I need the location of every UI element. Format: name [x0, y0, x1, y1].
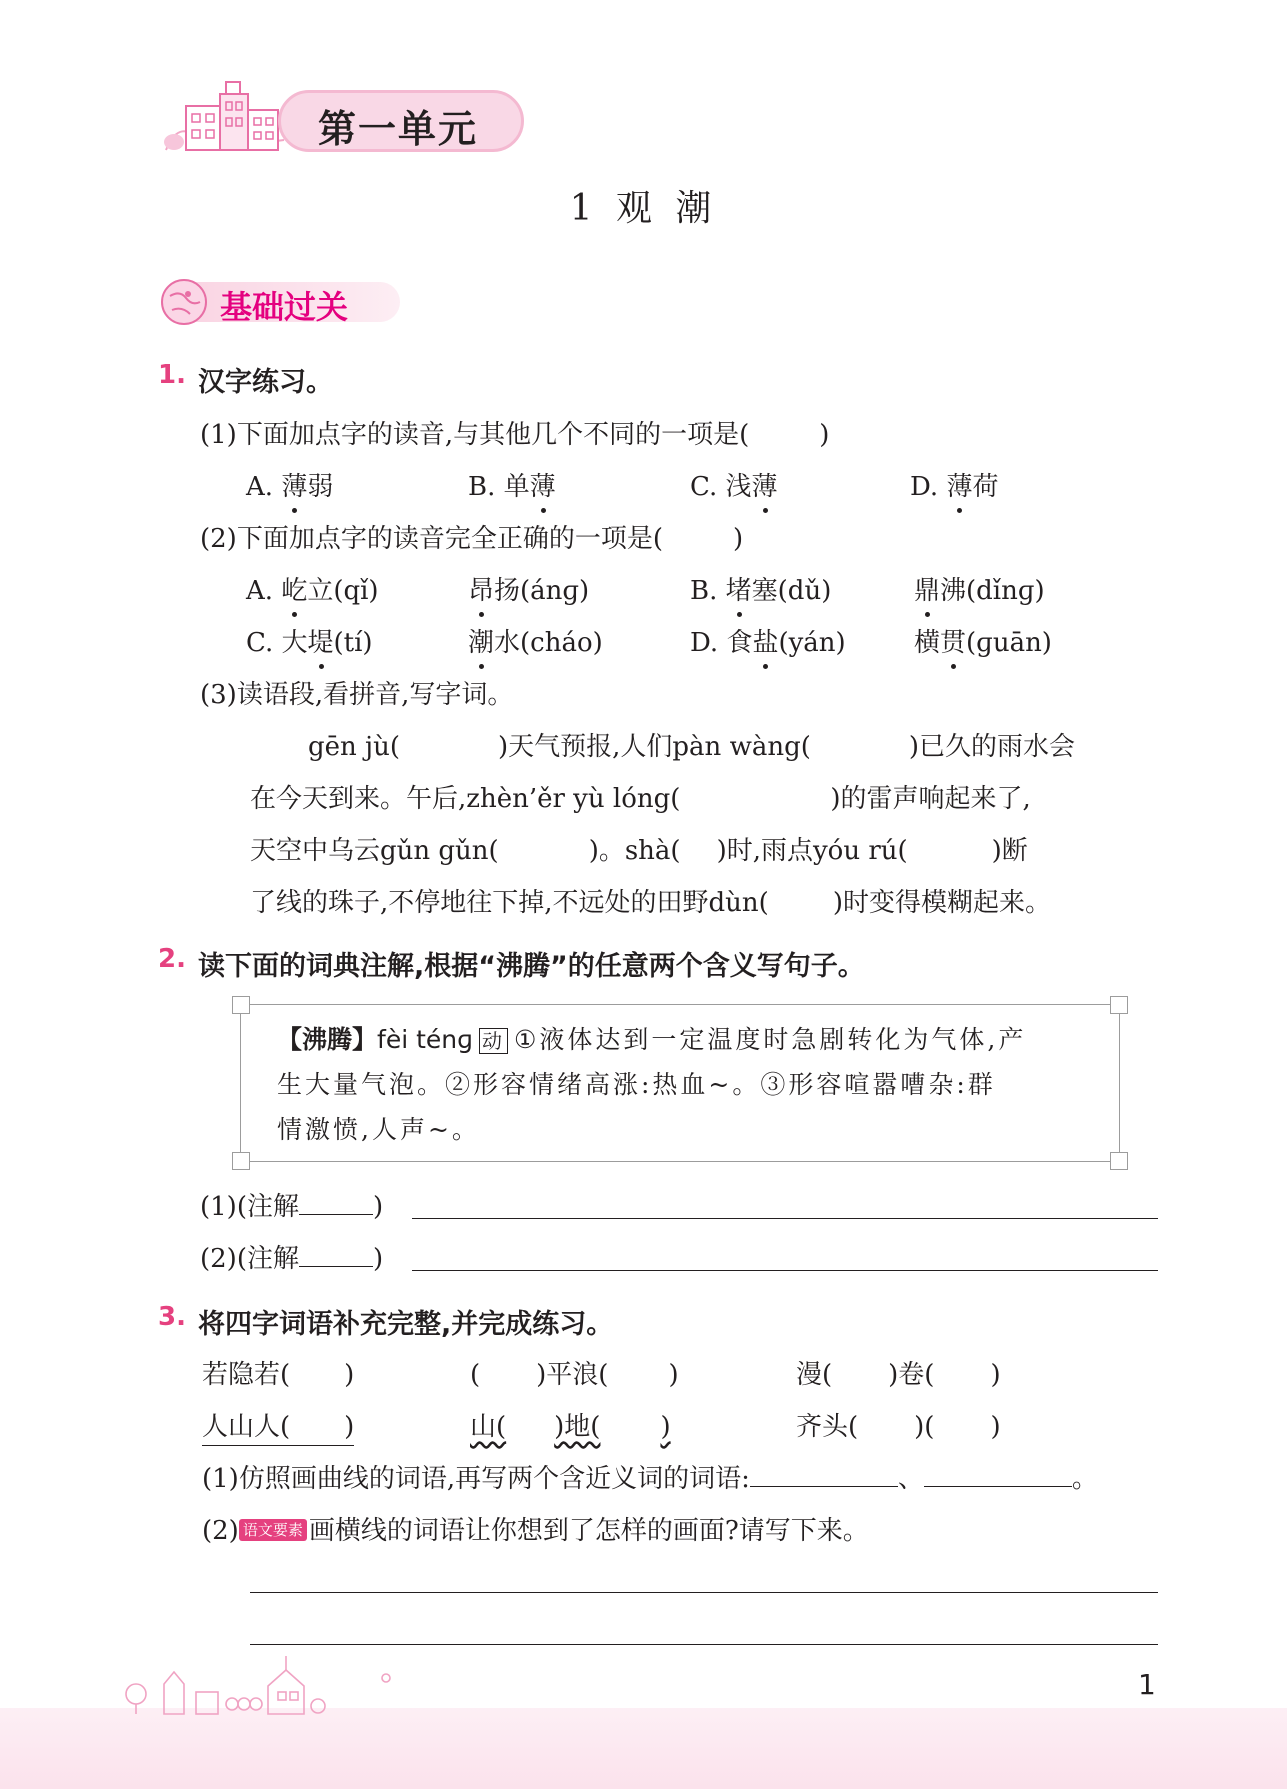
dict-part-of-speech: 动 [479, 1028, 508, 1054]
dict-pinyin: fèi ténɡ [377, 1025, 473, 1054]
q2-answer-line-2[interactable] [412, 1270, 1158, 1271]
dotted-char: 薄 [530, 466, 556, 503]
q3-word-4-underlined: 人山人( ) [202, 1406, 354, 1446]
q1-sub2-option-c-word2: 潮水(cháo) [468, 622, 603, 659]
section-title: 基础过关 [220, 288, 349, 326]
dotted-char: 薄 [752, 466, 778, 503]
q3-word-1: 若隐若( ) [202, 1360, 355, 1390]
q1-sub1-option-c[interactable]: C. 浅薄 [690, 466, 778, 503]
q1-sub2-option-b-word2: 鼎沸(dǐnɡ) [914, 570, 1045, 607]
dotted-char: 薄 [281, 466, 307, 503]
unit-banner [158, 80, 540, 162]
dotted-char: 鼎 [914, 570, 940, 607]
box-corner [232, 1152, 250, 1170]
q1-sub2-option-c[interactable]: C. 大堤(tí) [246, 622, 373, 659]
q1-sub1-option-b[interactable]: B. 单薄 [468, 466, 556, 503]
dotted-char: 堤 [308, 622, 334, 659]
dictionary-entry-box [240, 1004, 1120, 1162]
q3-sub2: (2) 语文要素 画横线的词语让你想到了怎样的画面?请写下来。 [202, 1516, 869, 1546]
q1-sub3-line3: 天空中乌云gǔn gǔn( )。shà( )时,雨点yóu rú( )断 [250, 836, 1028, 866]
q1-number: 1. [158, 360, 186, 390]
q1-sub2-option-a[interactable]: A. 屹立(qǐ) [246, 570, 379, 607]
globe-icon [158, 276, 210, 328]
q1-sub3-line4: 了线的珠子,不停地往下掉,不远处的田野dùn( )时变得模糊起来。 [250, 888, 1051, 918]
yuwen-element-tag: 语文要素 [239, 1519, 307, 1541]
q1-sub1-stem: (1)下面加点字的读音,与其他几个不同的一项是( ) [200, 420, 830, 450]
q3-word-6: 齐头( )( ) [796, 1412, 1001, 1442]
dotted-char: 昂 [468, 570, 494, 607]
q1-sub1-option-d[interactable]: D. 薄荷 [910, 466, 998, 503]
page-number: 1 [1138, 1668, 1156, 1701]
footer-band [0, 1708, 1287, 1789]
q1-sub1-option-a[interactable]: A. 薄弱 [246, 466, 333, 503]
dotted-char: 薄 [946, 466, 972, 503]
q1-title: 汉字练习。 [198, 367, 333, 398]
unit-title: 第一单元 [318, 107, 479, 151]
note-number-blank[interactable] [299, 1238, 373, 1267]
dotted-char: 屹 [281, 570, 307, 607]
q2-title: 读下面的词典注解,根据“沸腾”的任意两个含义写句子。 [198, 951, 865, 982]
box-corner [1110, 1152, 1128, 1170]
q1-sub2-option-a-word2: 昂扬(ánɡ) [468, 570, 589, 607]
q3-answer-line-2[interactable] [250, 1644, 1158, 1645]
q3-word-2: ( )平浪( ) [470, 1360, 679, 1390]
lesson-title: 1 观 潮 [569, 188, 718, 229]
town-illustration-icon [118, 1648, 408, 1718]
q3-title: 将四字词语补充完整,并完成练习。 [198, 1309, 614, 1340]
q3-word-5-wavy: 山( )地( ) [470, 1412, 671, 1442]
q1-sub3-line2: 在今天到来。午后,zhèn’ěr yù lóng( )的雷声响起来了, [250, 784, 1031, 814]
q1-sub3-line1: gēn jù( )天气预报,人们pàn wàng( )已久的雨水会 [308, 732, 1076, 762]
q2-answer-2-label: (2)(注解 ) [200, 1238, 383, 1275]
q2-answer-1-label: (1)(注解 ) [200, 1186, 383, 1223]
q2-number: 2. [158, 944, 186, 974]
dotted-char: 盐 [752, 622, 778, 659]
q1-sub2-option-d[interactable]: D. 食盐(yán) [690, 622, 846, 659]
section-banner [158, 276, 404, 328]
q3-answer-line-1[interactable] [250, 1592, 1158, 1593]
box-corner [232, 996, 250, 1014]
q3-word-3: 漫( )卷( ) [796, 1360, 1001, 1390]
dotted-char: 潮 [468, 622, 494, 659]
dotted-char: 贯 [940, 622, 966, 659]
q1-sub2-stem: (2)下面加点字的读音完全正确的一项是( ) [200, 524, 744, 554]
answer-blank[interactable] [924, 1460, 1072, 1487]
q3-number: 3. [158, 1302, 186, 1332]
box-corner [1110, 996, 1128, 1014]
note-number-blank[interactable] [299, 1186, 373, 1215]
q1-sub3-stem: (3)读语段,看拼音,写字词。 [200, 680, 514, 710]
q1-sub2-option-d-word2: 横贯(ɡuān) [914, 622, 1052, 659]
dict-headword: 【沸腾】 [277, 1025, 378, 1054]
q1-sub2-option-b[interactable]: B. 堵塞(dǔ) [690, 570, 831, 607]
dotted-char: 堵 [726, 570, 752, 607]
q2-answer-line-1[interactable] [412, 1218, 1158, 1219]
answer-blank[interactable] [750, 1460, 898, 1487]
dictionary-entry-text: 【沸腾】fèi ténɡ 动 ①液体达到一定温度时急剧转化为气体,产 生大量气泡。②形容情绪高涨:热血~。③形容喧嚣嘈杂:群 情激愤,人声~。 [277, 1025, 1027, 1144]
school-building-icon [158, 80, 298, 162]
q3-sub1: (1)仿照画曲线的词语,再写两个含近义词的词语: 、 。 [202, 1458, 1098, 1495]
